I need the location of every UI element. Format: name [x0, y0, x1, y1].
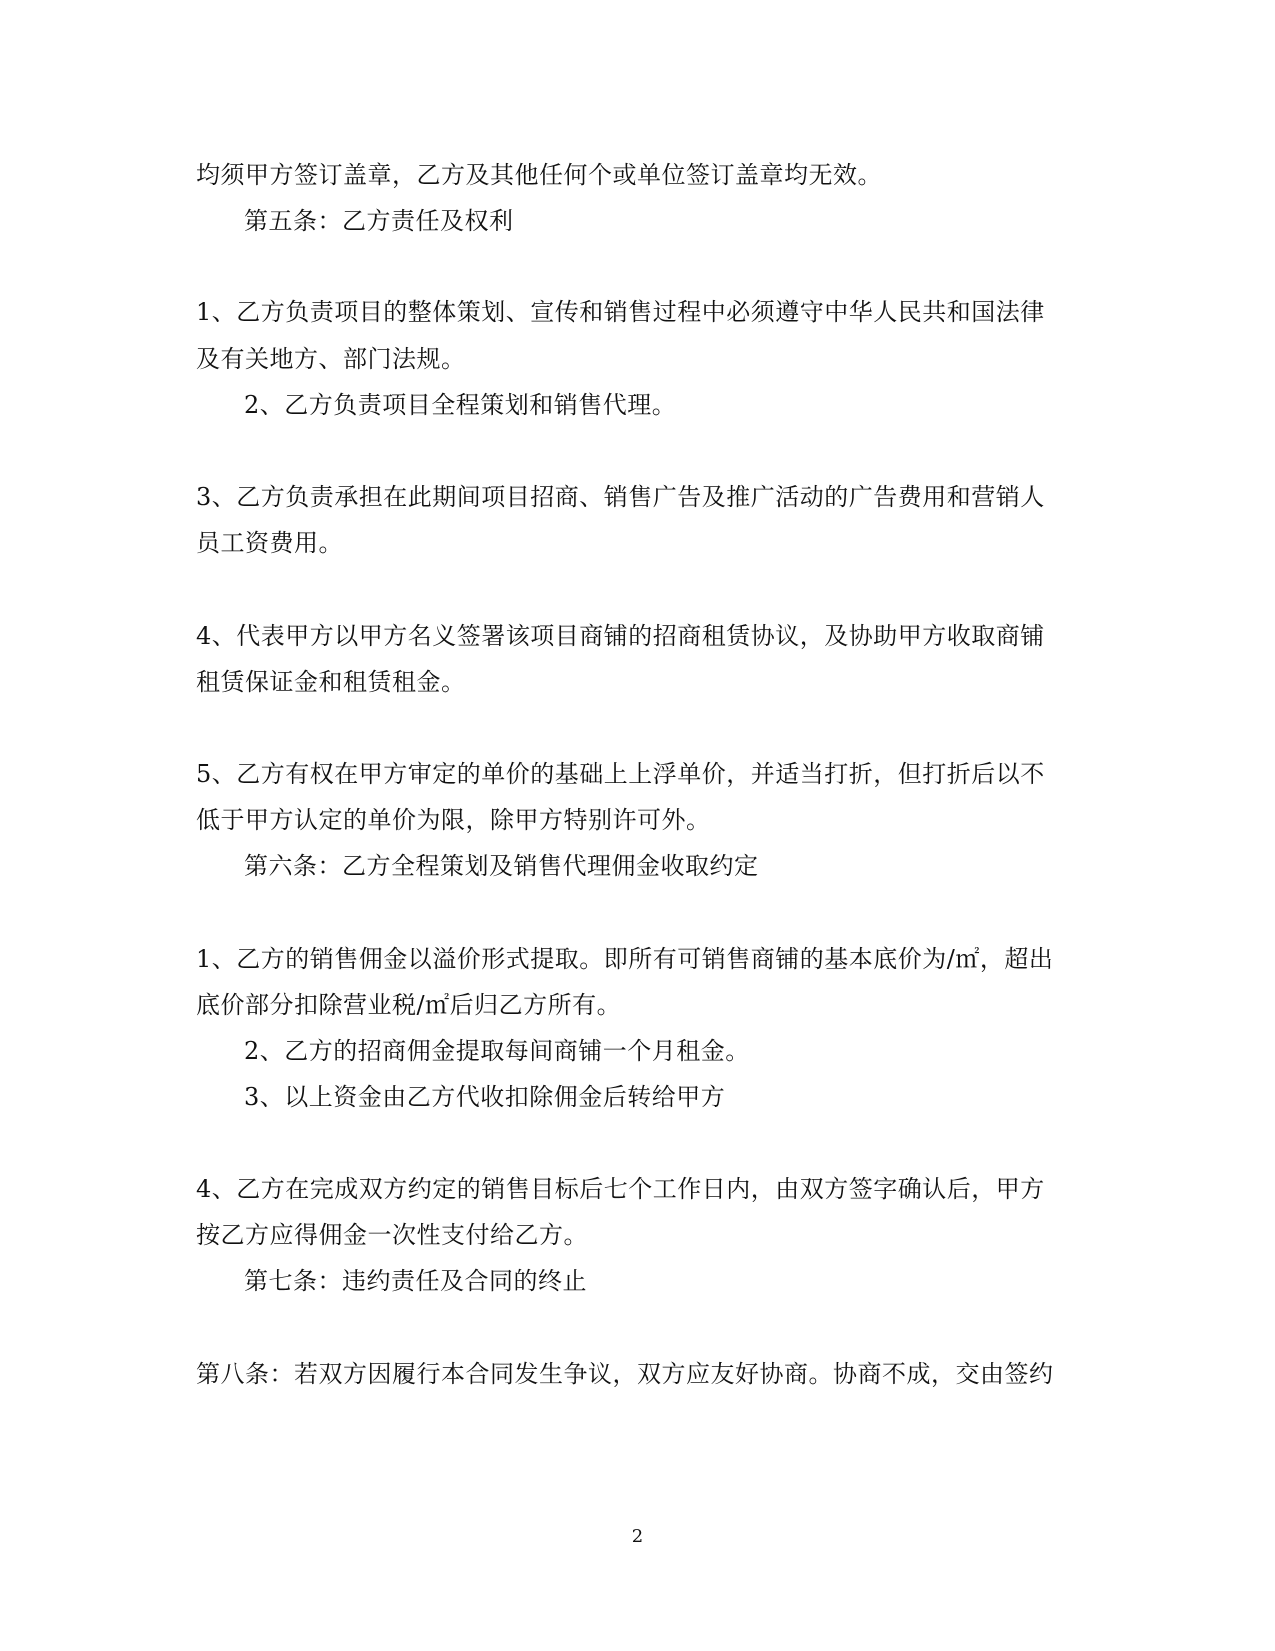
paragraph-line: 1、乙方的销售佣金以溢价形式提取。即所有可销售商铺的基本底价为/㎡，超出	[196, 945, 1054, 973]
paragraph-line: 及有关地方、部门法规。	[196, 345, 466, 373]
paragraph-line: 租赁保证金和租赁租金。	[196, 668, 466, 696]
paragraph-line: 1、乙方负责项目的整体策划、宣传和销售过程中必须遵守中华人民共和国法律	[196, 298, 1045, 326]
paragraph-line: 按乙方应得佣金一次性支付给乙方。	[196, 1221, 588, 1249]
paragraph-line: 低于甲方认定的单价为限，除甲方特别许可外。	[196, 806, 711, 834]
paragraph-line: 5、乙方有权在甲方审定的单价的基础上上浮单价，并适当打折，但打折后以不	[196, 760, 1045, 788]
page-number: 2	[631, 1526, 644, 1547]
paragraph-line: 底价部分扣除营业税/㎡后归乙方所有。	[196, 991, 622, 1019]
section-heading-6: 第六条：乙方全程策划及销售代理佣金收取约定	[244, 852, 759, 880]
section-heading-8: 第八条：若双方因履行本合同发生争议，双方应友好协商。协商不成，交由签约	[196, 1360, 1054, 1388]
paragraph-line: 员工资费用。	[196, 529, 343, 557]
paragraph-line: 均须甲方签订盖章，乙方及其他任何个或单位签订盖章均无效。	[196, 161, 882, 189]
paragraph-line: 2、乙方的招商佣金提取每间商铺一个月租金。	[244, 1037, 750, 1065]
paragraph-line: 4、乙方在完成双方约定的销售目标后七个工作日内，由双方签字确认后，甲方	[196, 1175, 1045, 1203]
section-heading-5: 第五条：乙方责任及权利	[244, 207, 514, 235]
section-heading-7: 第七条：违约责任及合同的终止	[244, 1267, 587, 1295]
paragraph-line: 2、乙方负责项目全程策划和销售代理。	[244, 391, 677, 419]
paragraph-line: 4、代表甲方以甲方名义签署该项目商铺的招商租赁协议，及协助甲方收取商铺	[196, 622, 1045, 650]
paragraph-line: 3、以上资金由乙方代收扣除佣金后转给甲方	[244, 1083, 726, 1111]
paragraph-line: 3、乙方负责承担在此期间项目招商、销售广告及推广活动的广告费用和营销人	[196, 483, 1045, 511]
